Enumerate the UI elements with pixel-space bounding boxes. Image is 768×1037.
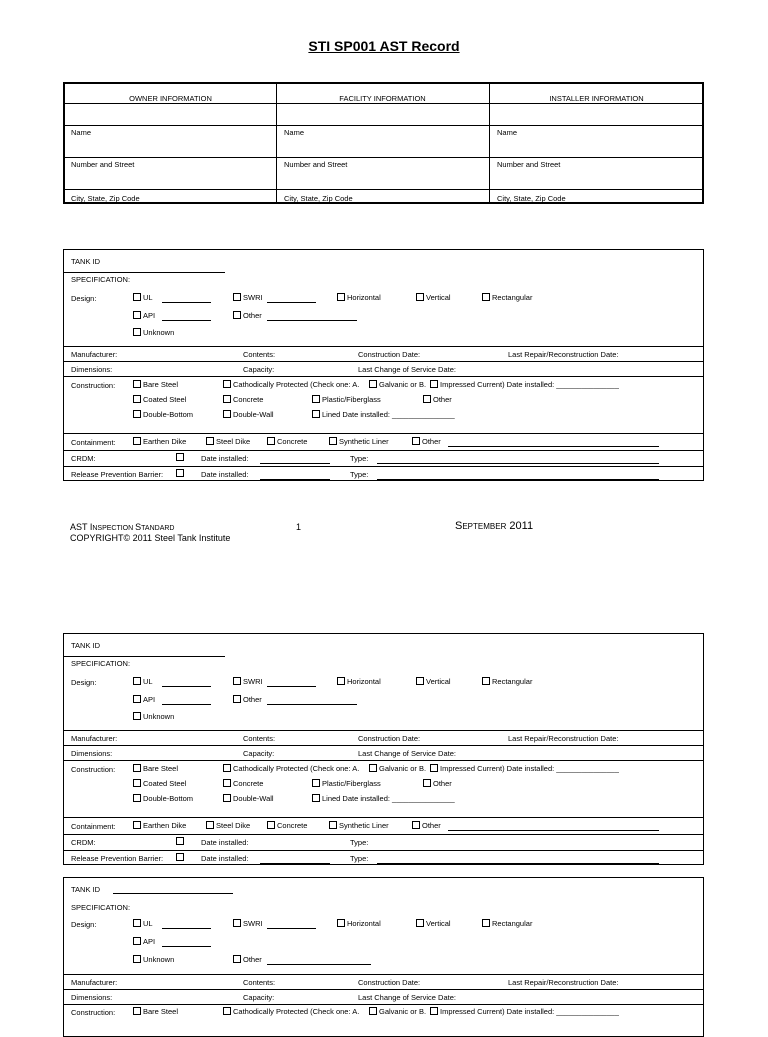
- page-number: 1: [296, 522, 302, 532]
- manufacturer-label: Manufacturer:: [71, 734, 118, 743]
- impressed-option[interactable]: Impressed Current) Date installed: _______________: [430, 764, 619, 773]
- other-construction-option[interactable]: Other: [423, 779, 452, 788]
- copyright: COPYRIGHT© 2011 Steel Tank Institute: [70, 533, 231, 543]
- double-wall-option[interactable]: Double-Wall: [223, 410, 274, 419]
- ul-option[interactable]: UL: [133, 293, 153, 302]
- ul-option[interactable]: UL: [133, 919, 153, 928]
- construction-date-label: Construction Date:: [358, 734, 421, 743]
- coated-steel-option[interactable]: Coated Steel: [133, 779, 186, 788]
- rectangular-option[interactable]: Rectangular: [482, 677, 532, 686]
- other-option[interactable]: Other: [233, 311, 262, 320]
- bare-steel-option[interactable]: Bare Steel: [133, 764, 178, 773]
- double-bottom-option[interactable]: Double-Bottom: [133, 794, 193, 803]
- api-option[interactable]: API: [133, 937, 155, 946]
- last-change-label: Last Change of Service Date:: [358, 749, 456, 758]
- release-barrier-checkbox[interactable]: [176, 469, 186, 478]
- last-repair-label: Last Repair/Reconstruction Date:: [508, 978, 619, 987]
- installer-header: INSTALLER INFORMATION: [549, 94, 644, 103]
- last-repair-label: Last Repair/Reconstruction Date:: [508, 734, 619, 743]
- vertical-option[interactable]: Vertical: [416, 293, 451, 302]
- manufacturer-label: Manufacturer:: [71, 350, 118, 359]
- release-barrier-label: Release Prevention Barrier:: [71, 854, 164, 863]
- contents-label: Contents:: [243, 978, 276, 987]
- crdm-checkbox[interactable]: [176, 453, 186, 462]
- crdm-type-label: Type:: [350, 838, 369, 847]
- crdm-type-label: Type:: [350, 454, 369, 463]
- contents-label: Contents:: [243, 734, 276, 743]
- bare-steel-option[interactable]: Bare Steel: [133, 1007, 178, 1016]
- construction-date-label: Construction Date:: [358, 350, 421, 359]
- owner-street-label: Number and Street: [71, 160, 135, 169]
- tank-record-3: [63, 877, 704, 1037]
- rectangular-option[interactable]: Rectangular: [482, 919, 532, 928]
- release-date-label: Date installed:: [201, 470, 249, 479]
- crdm-date-label: Date installed:: [201, 454, 249, 463]
- cathodic-option[interactable]: Cathodically Protected (Check one: A.: [223, 1007, 359, 1016]
- crdm-label: CRDM:: [71, 838, 96, 847]
- containment-label: Containment:: [71, 822, 116, 831]
- concrete-containment-option[interactable]: Concrete: [267, 821, 307, 830]
- facility-street-label: Number and Street: [284, 160, 348, 169]
- construction-date-label: Construction Date:: [358, 978, 421, 987]
- installer-name-label: Name: [497, 128, 518, 137]
- ul-option[interactable]: UL: [133, 677, 153, 686]
- horizontal-option[interactable]: Horizontal: [337, 293, 381, 302]
- crdm-date-label: Date installed:: [201, 838, 249, 847]
- dimensions-label: Dimensions:: [71, 749, 113, 758]
- concrete-option[interactable]: Concrete: [223, 779, 263, 788]
- cathodic-option[interactable]: Cathodically Protected (Check one: A.: [223, 764, 359, 773]
- horizontal-option[interactable]: Horizontal: [337, 677, 381, 686]
- publication-date: SEPTEMBER 2011: [455, 520, 534, 532]
- owner-name-label: Name: [71, 128, 92, 137]
- specification-label: SPECIFICATION:: [71, 903, 131, 912]
- release-type-label: Type:: [350, 470, 369, 479]
- tank-id-label: TANK ID: [71, 885, 101, 894]
- design-label: Design:: [71, 294, 97, 303]
- tank-id-label: TANK ID: [71, 257, 101, 266]
- containment-label: Containment:: [71, 438, 116, 447]
- unknown-option[interactable]: Unknown: [133, 328, 174, 337]
- tank-record-2: [63, 633, 704, 865]
- manufacturer-label: Manufacturer:: [71, 978, 118, 987]
- dimensions-label: Dimensions:: [71, 365, 113, 374]
- steel-dike-option[interactable]: Steel Dike: [206, 437, 250, 446]
- api-option[interactable]: API: [133, 311, 155, 320]
- other-containment-option[interactable]: Other: [412, 437, 441, 446]
- installer-city-label: City, State, Zip Code: [497, 194, 566, 203]
- concrete-containment-option[interactable]: Concrete: [267, 437, 307, 446]
- galvanic-option[interactable]: Galvanic or B.: [369, 1007, 426, 1016]
- last-change-label: Last Change of Service Date:: [358, 365, 456, 374]
- capacity-label: Capacity:: [243, 365, 275, 374]
- bare-steel-option[interactable]: Bare Steel: [133, 380, 178, 389]
- owner-city-label: City, State, Zip Code: [71, 194, 140, 203]
- owner-header: OWNER INFORMATION: [129, 94, 212, 103]
- earthen-dike-option[interactable]: Earthen Dike: [133, 821, 186, 830]
- other-construction-option[interactable]: Other: [423, 395, 452, 404]
- other-option[interactable]: Other: [233, 955, 262, 964]
- other-option[interactable]: Other: [233, 695, 262, 704]
- release-type-label: Type:: [350, 854, 369, 863]
- construction-label: Construction:: [71, 381, 116, 390]
- capacity-label: Capacity:: [243, 749, 275, 758]
- release-barrier-label: Release Prevention Barrier:: [71, 470, 164, 479]
- construction-label: Construction:: [71, 1008, 116, 1017]
- plastic-option[interactable]: Plastic/Fiberglass: [312, 779, 381, 788]
- facility-header: FACILITY INFORMATION: [339, 94, 426, 103]
- page-title: STI SP001 AST Record: [308, 38, 460, 54]
- cathodic-option[interactable]: Cathodically Protected (Check one: A.: [223, 380, 359, 389]
- tank-id-label: TANK ID: [71, 641, 101, 650]
- info-table: [63, 82, 704, 204]
- horizontal-option[interactable]: Horizontal: [337, 919, 381, 928]
- tank-record-1: [63, 249, 704, 481]
- crdm-label: CRDM:: [71, 454, 96, 463]
- other-containment-option[interactable]: Other: [412, 821, 441, 830]
- concrete-option[interactable]: Concrete: [223, 395, 263, 404]
- galvanic-option[interactable]: Galvanic or B.: [369, 764, 426, 773]
- double-wall-option[interactable]: Double-Wall: [223, 794, 274, 803]
- facility-city-label: City, State, Zip Code: [284, 194, 353, 203]
- impressed-option[interactable]: Impressed Current) Date installed: _______________: [430, 380, 619, 389]
- specification-label: SPECIFICATION:: [71, 275, 131, 284]
- synthetic-liner-option[interactable]: Synthetic Liner: [329, 821, 389, 830]
- double-bottom-option[interactable]: Double-Bottom: [133, 410, 193, 419]
- last-repair-label: Last Repair/Reconstruction Date:: [508, 350, 619, 359]
- lined-option[interactable]: Lined Date installed: _______________: [312, 794, 455, 803]
- release-date-label: Date installed:: [201, 854, 249, 863]
- crdm-checkbox[interactable]: [176, 837, 186, 846]
- plastic-option[interactable]: Plastic/Fiberglass: [312, 395, 381, 404]
- unknown-option[interactable]: Unknown: [133, 955, 174, 964]
- contents-label: Contents:: [243, 350, 276, 359]
- rectangular-option[interactable]: Rectangular: [482, 293, 532, 302]
- last-change-label: Last Change of Service Date:: [358, 993, 456, 1002]
- vertical-option[interactable]: Vertical: [416, 919, 451, 928]
- steel-dike-option[interactable]: Steel Dike: [206, 821, 250, 830]
- lined-option[interactable]: Lined Date installed: _______________: [312, 410, 455, 419]
- construction-label: Construction:: [71, 765, 116, 774]
- standard-name: AST INSPECTION STANDARD: [70, 522, 175, 532]
- unknown-option[interactable]: Unknown: [133, 712, 174, 721]
- swri-option[interactable]: SWRI: [233, 677, 263, 686]
- synthetic-liner-option[interactable]: Synthetic Liner: [329, 437, 389, 446]
- earthen-dike-option[interactable]: Earthen Dike: [133, 437, 186, 446]
- design-label: Design:: [71, 678, 97, 687]
- specification-label: SPECIFICATION:: [71, 659, 131, 668]
- design-label: Design:: [71, 920, 97, 929]
- capacity-label: Capacity:: [243, 993, 275, 1002]
- coated-steel-option[interactable]: Coated Steel: [133, 395, 186, 404]
- api-option[interactable]: API: [133, 695, 155, 704]
- release-barrier-checkbox[interactable]: [176, 853, 186, 862]
- swri-option[interactable]: SWRI: [233, 293, 263, 302]
- facility-name-label: Name: [284, 128, 305, 137]
- vertical-option[interactable]: Vertical: [416, 677, 451, 686]
- installer-street-label: Number and Street: [497, 160, 561, 169]
- impressed-option[interactable]: Impressed Current) Date installed: _______________: [430, 1007, 619, 1016]
- dimensions-label: Dimensions:: [71, 993, 113, 1002]
- galvanic-option[interactable]: Galvanic or B.: [369, 380, 426, 389]
- swri-option[interactable]: SWRI: [233, 919, 263, 928]
